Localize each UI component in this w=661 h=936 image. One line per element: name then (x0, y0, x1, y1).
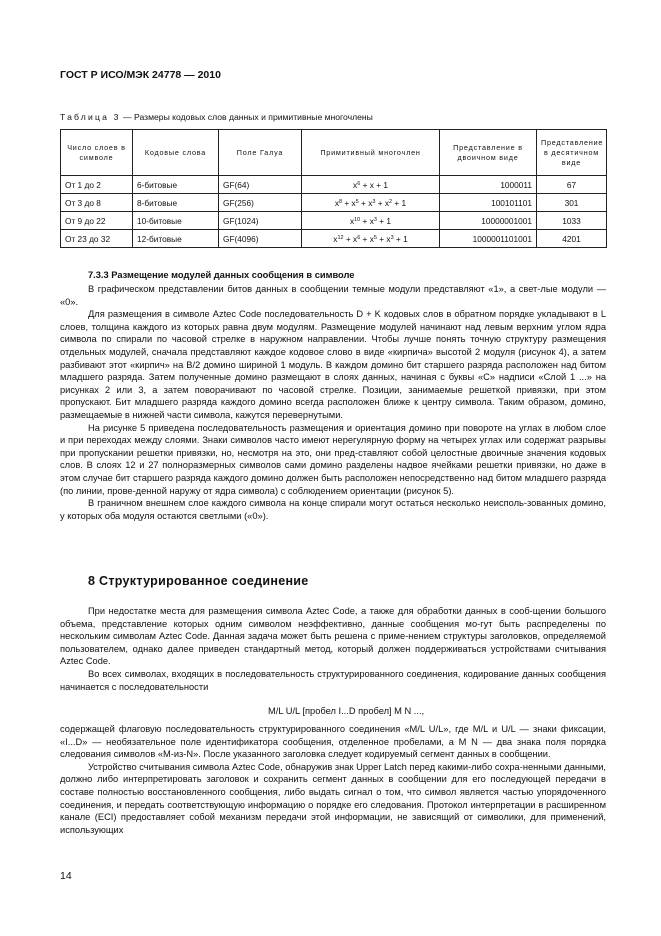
cell-layers: От 9 до 22 (61, 212, 133, 230)
exponent: 2 (389, 198, 393, 205)
cell-poly: $x^8 + x^5 + x^3 + x^2 + 1$ (302, 194, 440, 212)
cell-binary: 1000001101001 (440, 230, 537, 248)
exponent: 3 (372, 198, 376, 205)
cell-codewords: 12-битовые (133, 230, 219, 248)
exponent: 3 (390, 234, 394, 241)
cell-codewords: 6-битовые (133, 176, 219, 194)
exponent: 5 (373, 234, 377, 241)
table-row (61, 194, 607, 212)
col-header-decimal: Представление в десятичном виде (537, 130, 607, 176)
cell-poly: $x^{12} + x^6 + x^5 + x^3 + 1$ (302, 230, 440, 248)
paragraph: Устройство считывания символа Aztec Code, обнаружив знак Upper Latch перед какими-либо сохра-ненными данными, должно либо интерпретировать заголовок и сохранить сегмент данных в сообщении для его последующей передачи в составе полностью восстановленного сообщения, либо выдать сигнал о том, что символ является частью упорядоченного соединения, и передать соответствующую информацию о порядке его следования. Протокол интерпретации в расширенном канале (ECI) предоставляет собой механизм передачи этой информации, не зависящий от символики, для применений, использующих (60, 761, 606, 835)
table-caption-text: — Размеры кодовых слов данных и примитивные многочлены (120, 112, 373, 122)
paragraph: На рисунке 5 приведена последовательность размещения и ориентация домино при повороте на углах в любом слое и при переходах между слоями. Знаки символов часто имеют нерегулярную форму на четырех углах или содержат разрывы при пропускании решетки привязки, но, несмотря на это, они пред-ставляют собой целостные двоичные значения кодовых слов. В слоях 12 и 27 полноразмерных символов сами домино разделены надвое ячейками решетки привязки, но даже в этом случае бит старшего разряда каждого домино должен быть расположен непосредственно над битом младшего разряда (по линии, прове-денной наружу от ядра символа) с соблюдением ориентации (рисунок 5). (60, 422, 606, 496)
page-number: 14 (60, 870, 72, 882)
header-formula: M/L U/L [пробел I...D пробел] M N ..., (268, 706, 425, 716)
cell-layers: От 23 до 32 (61, 230, 133, 248)
section-8-body-b (60, 723, 606, 836)
cell-field: GF(4096) (219, 230, 302, 248)
codeword-table (60, 129, 607, 248)
exponent: 12 (337, 234, 344, 241)
exponent: 10 (354, 216, 361, 223)
cell-binary: 100101101 (440, 194, 537, 212)
paragraph: При недостатке места для размещения символа Aztec Code, а также для обработки данных в сооб-щении большого объема, представление которых одним символом неэффективно, данные сообщения мо-гут быть распределены по нескольким символам Aztec Code. Данная задача может быть решена с приме-нением структуры заголовков, определяемой пользователем, однако далее приведен стандартный метод, который должен поддерживаться устройствами считывания Aztec Code. (60, 606, 606, 667)
table-row (61, 212, 607, 230)
cell-codewords: 10-битовые (133, 212, 219, 230)
cell-field: GF(256) (219, 194, 302, 212)
exponent: 8 (338, 198, 343, 205)
paragraph: Во всех символах, входящих в последовательность структурированного соединения, кодирование данных сообщения начинается с последовательности (60, 668, 606, 692)
paragraph: содержащей флаговую последовательность структурированного соединения «M/L U/L», где M/L и U/L — знаки фиксации, «I...D» — необязательное поле идентификатора сообщения, отделенное пробелами, а M N — два знака поля порядка следования символов «M-из-N». После указанного заголовка следует кодируемый сегмент данных в сообщении. (60, 724, 606, 760)
table-row (61, 176, 607, 194)
cell-poly: $x^{10} + x^3 + 1$ (302, 212, 440, 230)
cell-decimal: 4201 (537, 230, 607, 248)
col-header-codewords: Кодовые слова (133, 130, 219, 176)
table-header-row (61, 130, 607, 176)
section-heading-8: 8 Структурированное соединение (88, 574, 309, 588)
section-7-3-3-body (60, 283, 606, 522)
cell-layers: От 1 до 2 (61, 176, 133, 194)
cell-binary: 10000001001 (440, 212, 537, 230)
table-caption (60, 112, 373, 122)
col-header-layers: Число слоев в символе (61, 130, 133, 176)
cell-field: GF(1024) (219, 212, 302, 230)
cell-decimal: 301 (537, 194, 607, 212)
table-caption-label: Таблица 3 (60, 112, 121, 122)
col-header-binary: Представление в двоичном виде (440, 130, 537, 176)
cell-codewords: 8-битовые (133, 194, 219, 212)
document-header: ГОСТ Р ИСО/МЭК 24778 — 2010 (60, 69, 221, 81)
cell-field: GF(64) (219, 176, 302, 194)
exponent: 5 (355, 198, 359, 205)
table-row (61, 230, 607, 248)
cell-poly: $x^6 + x + 1$ (302, 176, 440, 194)
col-header-field: Поле Галуа (219, 130, 302, 176)
section-8-body-a (60, 605, 606, 693)
exponent: 6 (357, 180, 361, 187)
cell-decimal: 67 (537, 176, 607, 194)
paragraph: В граничном внешнем слое каждого символа на конце спирали могут остаться несколько неисполь-зованных домино, у которых оба модуля остаются светлыми («0»). (60, 498, 606, 521)
exponent: 6 (357, 234, 361, 241)
paragraph: В графическом представлении битов данных в сообщении темные модули представляют «1», а свет-лые модули — «0». (60, 284, 606, 307)
section-heading-7-3-3: 7.3.3 Размещение модулей данных сообщения в символе (88, 270, 355, 280)
paragraph: Для размещения в символе Aztec Code последовательность D + K кодовых слов в обратном порядке укладывают в L слоев, толщина каждого из которых равна двум модулям. Размещение модулей начинают над левым верхним углом ядра символа по спирали по часовой стрелке в наружном направлении. Чтобы лучше понять точную структуру размещения отдельных модулей, сначала представляют каждое кодовое слово в виде «кирпича» высотой 2 модуля (рисунок 4), а затем разбивают этот «кирпич» на B/2 домино шириной 1 модуль. В каждом домино бит старшего разряда расположен над битом младшего разряда. Затем полученные домино размещают в слоях данных, начиная с буквы «С» надписи «Слой 1 ...» на рисунках 2 или 3, а затем поворачивают по часовой стрелке. Позиции, занимаемые решеткой привязки, при этом пропускают. Бит младшего разряда каждого домино всегда расположен ближе к центру символа. Таким образом, домино, размещаемые в нижней части символа, кажутся перевернутыми. (60, 309, 606, 420)
cell-layers: От 3 до 8 (61, 194, 133, 212)
col-header-poly: Примитивный многочлен (302, 130, 440, 176)
cell-binary: 1000011 (440, 176, 537, 194)
cell-decimal: 1033 (537, 212, 607, 230)
exponent: 3 (373, 216, 377, 223)
